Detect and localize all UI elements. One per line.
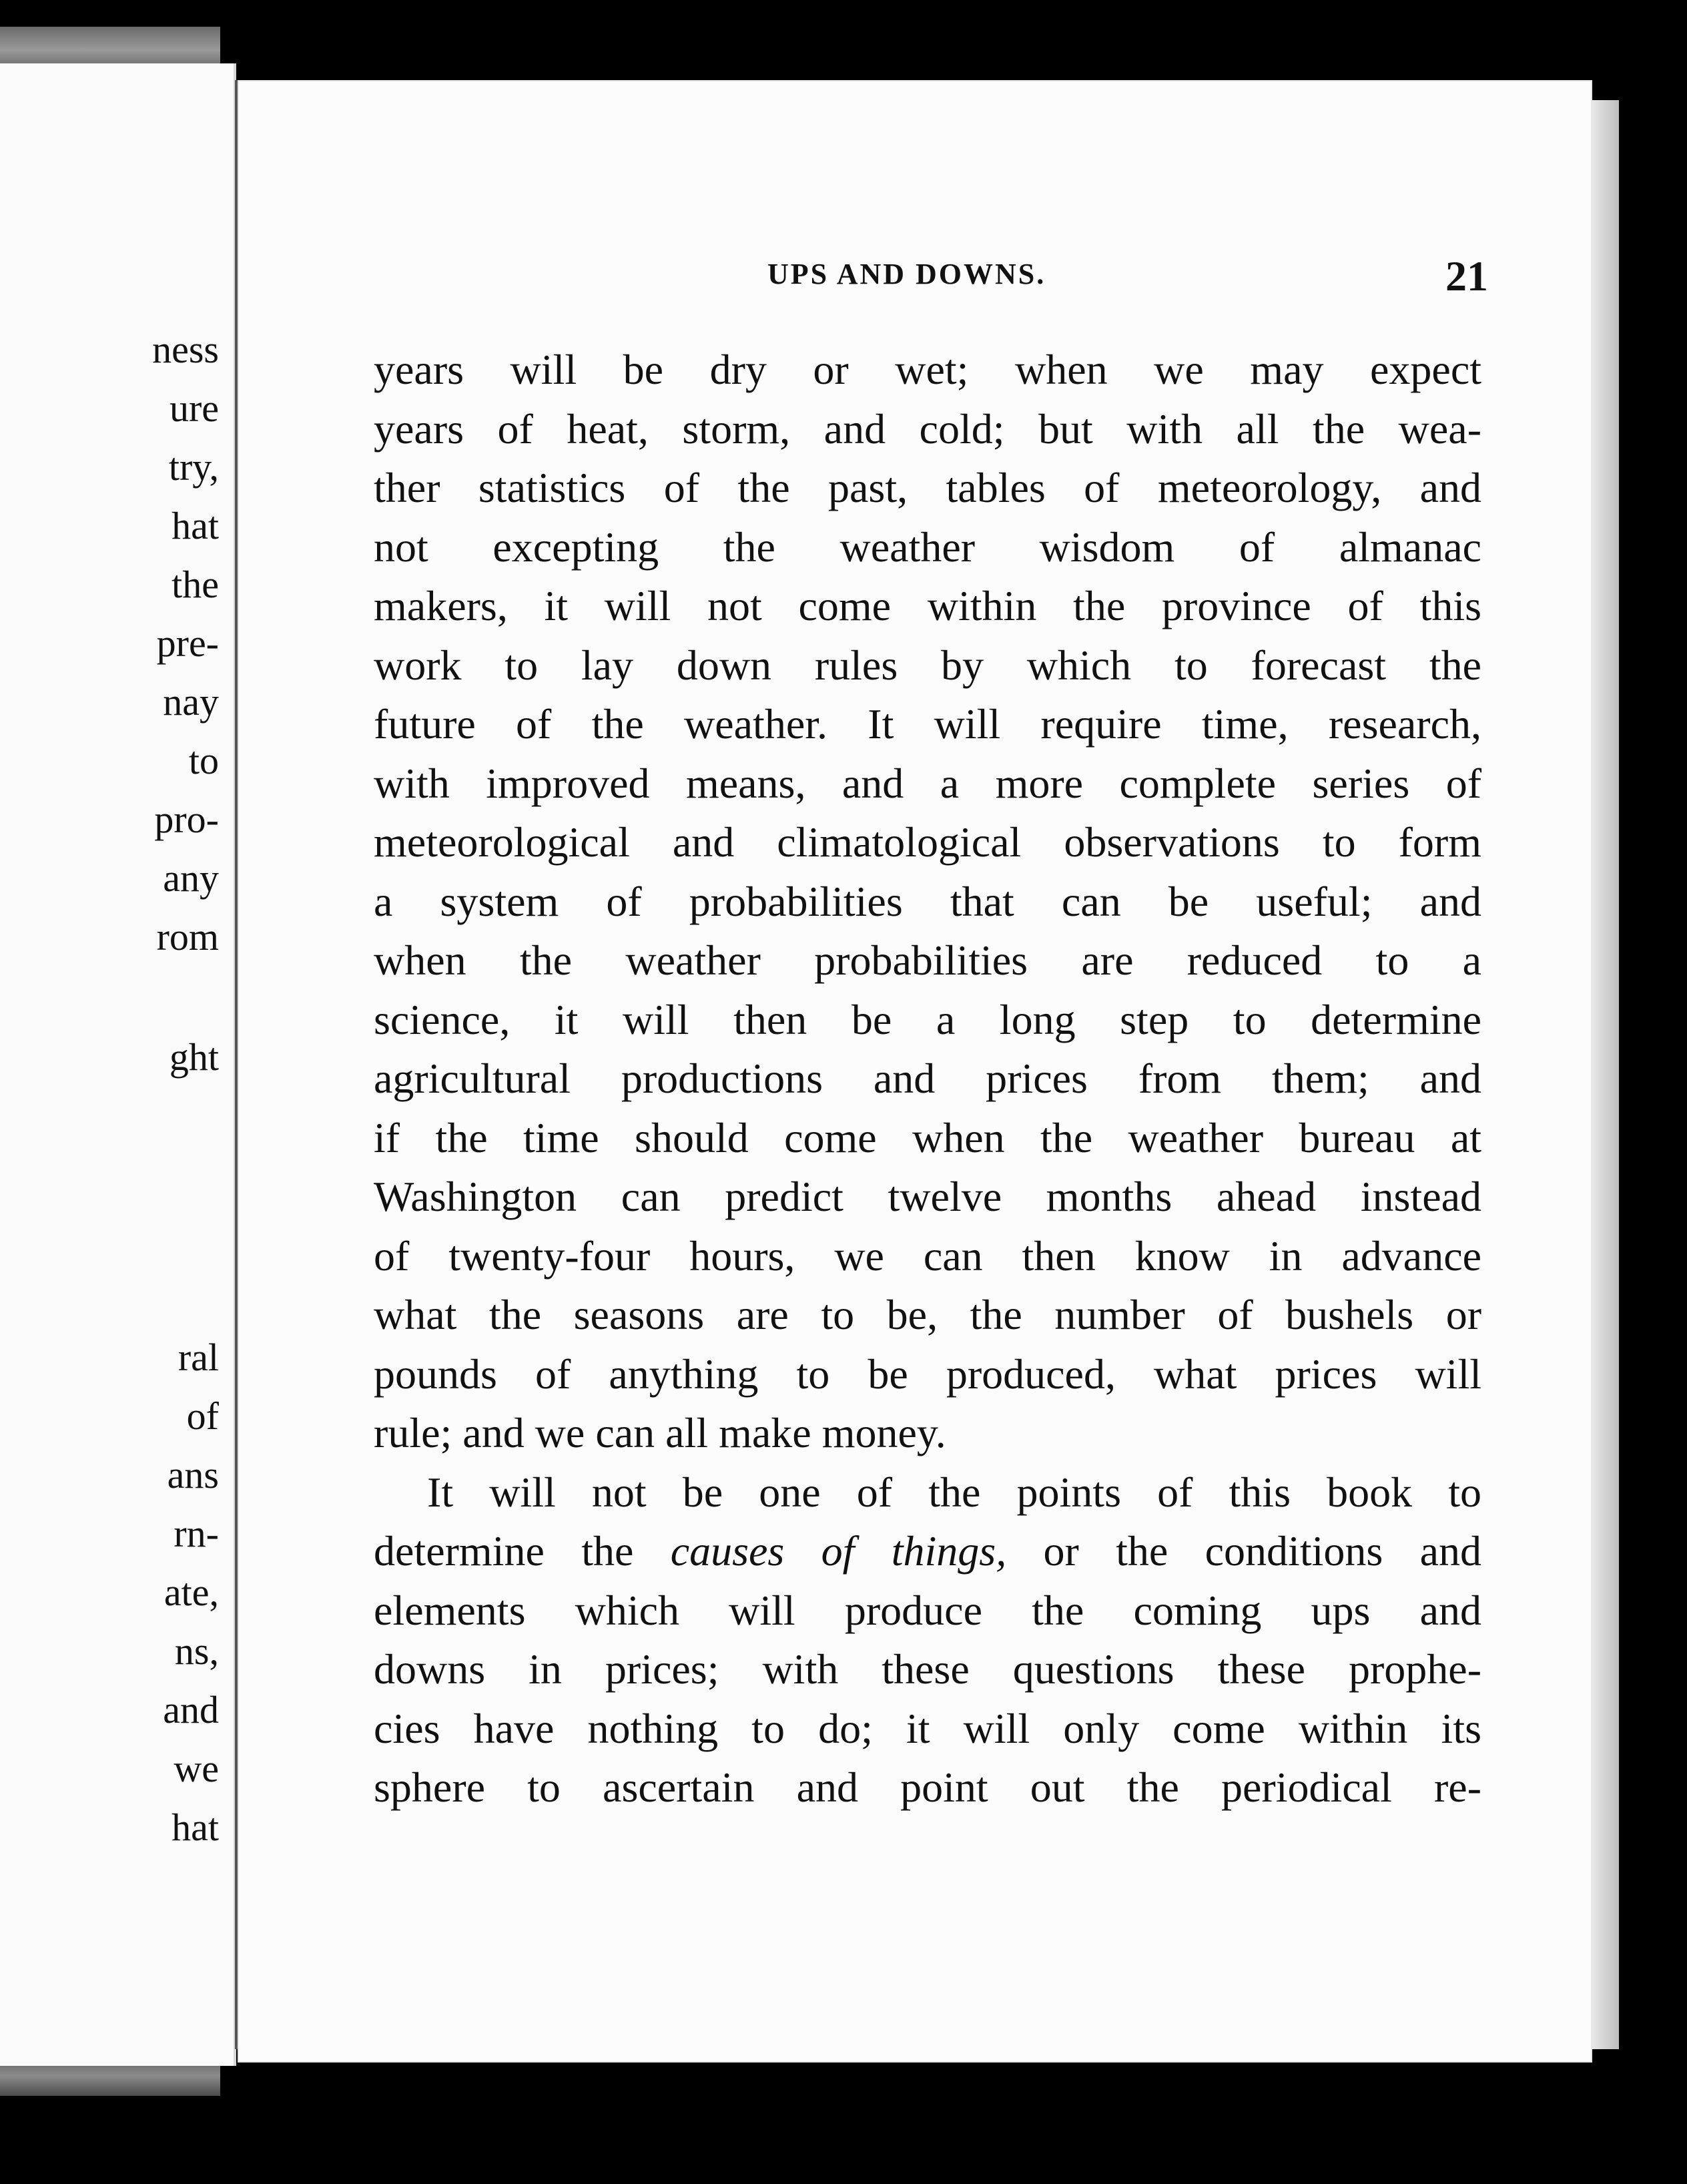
left-fragment: to <box>188 739 219 782</box>
page-header <box>767 252 1488 304</box>
text-line: sphere to ascertain and point out the periodical re- <box>374 1763 1481 1811</box>
left-fragment: the <box>172 563 219 606</box>
left-fragment: hat <box>172 1806 219 1849</box>
text-line: agricultural productions and prices from them; and <box>374 1055 1481 1102</box>
running-head: UPS AND DOWNS. <box>767 258 1046 290</box>
text-line: if the time should come when the weather bureau at <box>374 1113 1481 1161</box>
text-line: work to lay down rules by which to forecast the <box>374 641 1481 689</box>
left-fragment: ral <box>178 1336 219 1379</box>
text-line: downs in prices; with these questions these prophe- <box>374 1645 1481 1693</box>
left-fragment: ans <box>167 1453 219 1496</box>
paragraph-2 <box>374 1463 1481 1818</box>
left-page <box>0 63 236 2066</box>
left-fragment: rn- <box>174 1512 219 1555</box>
left-fragment: any <box>163 856 219 900</box>
page-number: 21 <box>1445 252 1488 300</box>
text-line: It will not be one of the points of this book to <box>427 1468 1481 1516</box>
left-fragment: of <box>186 1394 219 1438</box>
text-run: determine the <box>374 1527 671 1575</box>
text-run: or the conditions and <box>1006 1527 1481 1575</box>
left-fragment: rom <box>156 915 219 959</box>
text-line <box>374 1522 1481 1581</box>
text-line: meteorological and climatological observations to form <box>374 818 1481 866</box>
text-line: Washington can predict twelve months ahead instead <box>374 1173 1481 1220</box>
text-line: when the weather probabilities are reduced to a <box>374 936 1481 984</box>
left-fragment: ns, <box>174 1629 219 1673</box>
left-fragment: ate, <box>163 1571 219 1614</box>
text-line: of twenty-four hours, we can then know in advance <box>374 1232 1481 1280</box>
left-fragment: try, <box>168 445 219 489</box>
text-line: not excepting the weather wisdom of almanac <box>374 523 1481 571</box>
text-line: years will be dry or wet; when we may expect <box>374 346 1481 393</box>
text-line: cies have nothing to do; it will only come within its <box>374 1704 1481 1752</box>
page-edge-shadow <box>1592 100 1619 2049</box>
left-fragment: ness <box>152 328 219 371</box>
text-line: makers, it will not come within the province of this <box>374 582 1481 629</box>
body-text <box>374 340 1481 1818</box>
left-fragment: pro- <box>154 798 219 841</box>
text-line: a system of probabilities that can be useful; and <box>374 877 1481 925</box>
left-fragment: ght <box>169 1035 219 1079</box>
left-fragment: ure <box>169 386 219 430</box>
left-fragment: pre- <box>156 621 219 665</box>
left-fragment: we <box>174 1747 219 1790</box>
text-line: science, it will then be a long step to determine <box>374 995 1481 1043</box>
text-line: elements which will produce the coming ups and <box>374 1586 1481 1634</box>
italic-phrase: causes of things, <box>670 1527 1007 1575</box>
text-line: years of heat, storm, and cold; but with all the wea- <box>374 404 1481 453</box>
text-line: with improved means, and a more complete series of <box>374 759 1481 807</box>
text-line: ther statistics of the past, tables of meteorology, and <box>374 464 1481 511</box>
text-line: pounds of anything to be produced, what prices will <box>374 1350 1481 1398</box>
left-fragment: hat <box>172 504 219 547</box>
left-fragment: and <box>163 1688 219 1731</box>
text-line: future of the weather. It will require time, research, <box>374 700 1481 748</box>
paragraph-1 <box>374 340 1481 1463</box>
text-line: what the seasons are to be, the number of bushels or <box>374 1291 1481 1338</box>
left-fragment: nay <box>163 680 219 724</box>
text-line: rule; and we can all make money. <box>374 1409 946 1456</box>
